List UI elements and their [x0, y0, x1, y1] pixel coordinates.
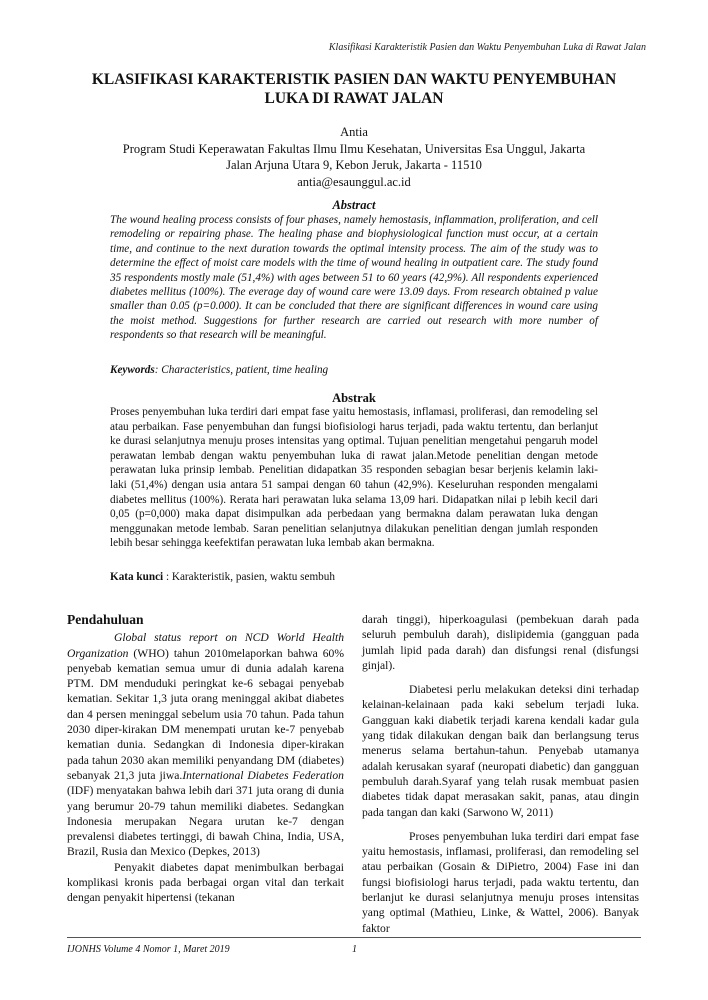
body-paragraph — [67, 630, 344, 859]
footer-divider — [67, 937, 641, 938]
section-heading: Pendahuluan — [67, 612, 144, 627]
running-header: Klasifikasi Karakteristik Pasien dan Waktu Penyembuhan Luka di Rawat Jalan — [328, 42, 646, 53]
keywords-label: Keywords — [110, 364, 155, 376]
body-column-right — [362, 612, 639, 936]
body-paragraph: Diabetesi perlu melakukan deteksi dini terhadap kelainan-kelainaan pada kaki sebelum terjadi luka. Gangguan kaki diabetik terjadi karena kendali kadar gula yang tidak dilakukan dengan baik dan berlangsung terus menerus selama bertahun-tahun. Penyebab utamanya adalah kerusakan syaraf (neuropati diabetic) dan gangguan pembuluh darah.Syaraf yang telah rusak membuat pasien diabetes tidak dapat merasakan sakit, panas, atau dingin pada tangan dan kaki (Sarwono W, 2011) — [362, 683, 639, 819]
body-column-left — [67, 612, 344, 906]
keywords-values: : Characteristics, patient, time healing — [154, 364, 329, 376]
keywords-line — [110, 364, 598, 376]
italic-phrase: Global status report on NCD World Health Organization — [67, 631, 344, 660]
abstract-heading: Abstract — [332, 198, 376, 212]
kata-kunci-values: : Karakteristik, pasien, waktu sembuh — [163, 571, 335, 583]
italic-phrase: International Diabetes Federation — [182, 768, 344, 782]
body-paragraph: Proses penyembuhan luka terdiri dari empat fase yaitu hemostasis, inflamasi, proliferasi, dan remodeling sel atau perbaikan (Gosain & DiPietro, 2004) Fase ini dan fungsi biofisiologi harus terjadi, pada waktu tertentu, dan berlanjut ke durasi selanjutnya menuju proses intensitas yang optimal (Mathieu, Linke, & Wattel, 2006). Banyak faktor — [362, 829, 639, 935]
author-name: Antia — [340, 125, 368, 139]
abstrak-text: Proses penyembuhan luka terdiri dari empat fase yaitu hemostasis, inflamasi, proliferasi, dan remodeling sel atau perbaikan. Fase penyembuhan dan fungsi biofisiologi harus terjadi, pada waktu tertentu, dan berlanjut ke durasi selanjutnya menuju proses intensitas yang optimal. Tujuan penelitian mengetahui pengaruh model perawatan lembab dengan waktu penyembuhan luka di rawat jalan.Metode penelitian dengan metode perawatan luka prinsip lembab. Penelitian didapatkan 35 responden sebagian besar berjenis kelamin laki-laki (51,4%) dengan usia antara 51 sampai dengan 60 tahun (42,9%). Keseluruhan responden mengalami diabetes mellitus (100%). Rerata hari perawatan luka selama 13,09 hari. Didapatkan nilai p lebih kecil dari 0,05 (p=0,000) maka dapat disimpulkan ada perbedaan yang bermakna dalam perawatan luka dengan menggunakan metode lembab. Saran penelitian selanjutnya dilakukan penelitian dengan jumlah responden lebih besar sehingga keefektifan perawatan luka lembab akan bermakna. — [110, 406, 598, 550]
author-block — [70, 124, 638, 190]
author-address: Jalan Arjuna Utara 9, Kebon Jeruk, Jakarta - 11510 — [226, 158, 482, 172]
kata-kunci-label: Kata kunci — [110, 571, 164, 583]
abstrak-heading: Abstrak — [332, 391, 376, 405]
paragraph-text: (WHO) tahun 2010melaporkan bahwa 60% penyebab kematian semua umur di dunia adalah karena PTM. DM menduduki peringkat ke-6 sebagai penyebab kematian. Sekitar 1,3 juta orang meninggal akibat diabetes dan 4 persen meninggal sebelum usia 70 tahun. Pada tahun 2030 diper-kirakan DM menempati urutan ke-7 penyebab kematian dunia. Sedangkan di Indonesia diper-kirakan pada tahun 2030 akan memiliki penyandang DM (diabetes) sebanyak 21,3 juta jiwa. — [67, 646, 344, 782]
paragraph-text: (IDF) menyatakan bahwa lebih dari 371 juta orang di dunia yang berumur 20-79 tahun memiliki diabetes. Sedangkan Indonesia merupakan Negara urutan ke-7 dengan prevalensi diabetes tertinggi, di bawah China, India, USA, Brazil, Rusia dan Mexico (Depkes, 2013) — [67, 784, 344, 859]
abstract-text: The wound healing process consists of four phases, namely hemostasis, inflammation, proliferation, and cell remodeling or repairing phase. The healing phase and biophysiological function must occur, at a certain time, and continue to the next duration towards the optimal intensity process. The aim of the study was to determine the effect of moist care models with the time of wound healing in outpatient care. The study found 35 respondents mostly male (51,4%) with ages between 51 to 60 years (42,9%). All respondents experienced diabetes mellitus (100%). The everage day of wound care were 13.09 days. From research obtained p value smaller than 0.05 (p=0.000). It can be concluded that there are significant differences in wound care using the moist method. Suggestions for further research are carried out research with more number of respondents so that research will be meaningful. — [110, 214, 598, 342]
kata-kunci-line — [110, 571, 598, 583]
page-number: 1 — [352, 944, 357, 955]
author-affiliation: Program Studi Keperawatan Fakultas Ilmu Ilmu Kesehatan, Universitas Esa Unggul, Jakarta — [122, 141, 586, 156]
body-paragraph: Penyakit diabetes dapat menimbulkan berbagai komplikasi kronis pada berbagai organ vital dan terkait dengan penyakit hipertensi (tekanan — [67, 860, 344, 905]
author-email: antia@esaunggul.ac.id — [297, 174, 411, 189]
paper-title: KLASIFIKASI KARAKTERISTIK PASIEN DAN WAKTU PENYEMBUHAN LUKA DI RAWAT JALAN — [91, 71, 617, 107]
footer-journal: IJONHS Volume 4 Nomor 1, Maret 2019 — [67, 944, 230, 955]
body-paragraph: darah tinggi), hiperkoagulasi (pembekuan darah pada seluruh pembuluh darah), dislipidemia (gangguan pada jumlah lipid pada darah) dan disfungsi renal (disfungsi ginjal). — [362, 613, 639, 672]
